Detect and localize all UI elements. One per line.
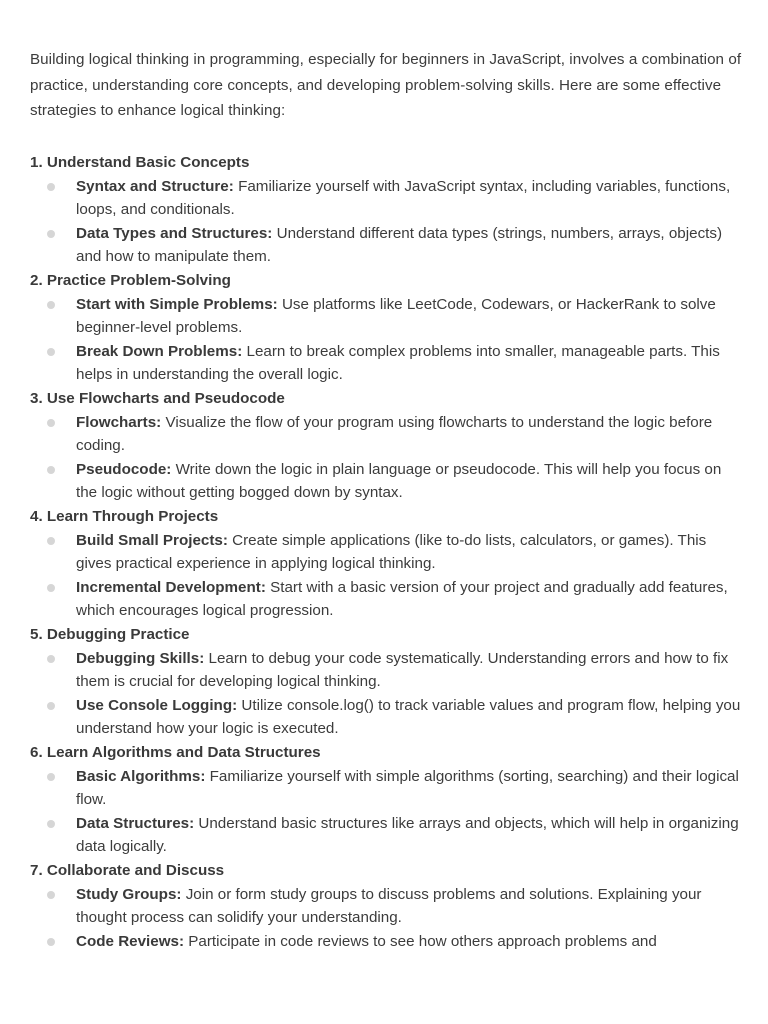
list-item xyxy=(30,411,742,458)
bullet-dot-icon xyxy=(47,938,55,946)
list-item xyxy=(30,340,742,387)
list-item xyxy=(30,293,742,340)
item-text: Understand different data types (strings, numbers, arrays, objects) and how to manipulate them. xyxy=(76,224,723,265)
item-text: Utilize console.log() to track variable values and program flow, helping you understand how your logic is executed. xyxy=(76,696,741,737)
item-title: Code Reviews: xyxy=(76,932,185,950)
strategy-section xyxy=(30,859,742,954)
item-title: Data Structures: xyxy=(76,814,195,832)
bullet-dot-icon xyxy=(47,655,55,663)
list-item xyxy=(30,765,742,812)
list-item xyxy=(30,930,742,954)
item-text: Create simple applications (like to-do lists, calculators, or games). This gives practical experience in applying logical thinking. xyxy=(76,531,707,572)
section-heading: 7. Collaborate and Discuss xyxy=(30,861,225,879)
bullet-list xyxy=(30,529,742,623)
bullet-list xyxy=(30,293,742,387)
bullet-dot-icon xyxy=(47,230,55,238)
bullet-list xyxy=(30,175,742,269)
list-item xyxy=(30,529,742,576)
list-item xyxy=(30,175,742,222)
strategy-section xyxy=(30,623,742,741)
item-text: Write down the logic in plain language or pseudocode. This will help you focus on the logic without getting bogged down by syntax. xyxy=(76,460,722,501)
bullet-dot-icon xyxy=(47,301,55,309)
bullet-dot-icon xyxy=(47,466,55,474)
item-text: Understand basic structures like arrays and objects, which will help in organizing data logically. xyxy=(76,814,739,855)
bullet-dot-icon xyxy=(47,773,55,781)
strategy-section xyxy=(30,269,742,387)
strategy-section xyxy=(30,151,742,269)
list-item xyxy=(30,647,742,694)
list-item xyxy=(30,694,742,741)
item-text: Use platforms like LeetCode, Codewars, or HackerRank to solve beginner-level problems. xyxy=(76,295,716,336)
section-heading: 3. Use Flowcharts and Pseudocode xyxy=(30,389,285,407)
item-title: Basic Algorithms: xyxy=(76,767,206,785)
bullet-dot-icon xyxy=(47,891,55,899)
bullet-dot-icon xyxy=(47,537,55,545)
bullet-dot-icon xyxy=(47,183,55,191)
list-item xyxy=(30,222,742,269)
bullet-list xyxy=(30,411,742,505)
strategy-section xyxy=(30,387,742,505)
bullet-dot-icon xyxy=(47,820,55,828)
bullet-list xyxy=(30,765,742,859)
item-text: Familiarize yourself with JavaScript syntax, including variables, functions, loops, and conditionals. xyxy=(76,177,731,218)
section-heading: 6. Learn Algorithms and Data Structures xyxy=(30,743,321,761)
intro-paragraph: Building logical thinking in programming, especially for beginners in JavaScript, involves a combination of practice, understanding core concepts, and developing problem-solving skills. Here are some effective strategies to enhance logical thinking: xyxy=(30,51,742,119)
section-heading: 5. Debugging Practice xyxy=(30,625,190,643)
item-title: Study Groups: xyxy=(76,885,182,903)
item-text: Learn to debug your code systematically. Understanding errors and how to fix them is crucial for developing logical thinking. xyxy=(76,649,729,690)
item-text: Participate in code reviews to see how others approach problems and xyxy=(188,932,657,950)
item-title: Flowcharts: xyxy=(76,413,162,431)
section-heading: 4. Learn Through Projects xyxy=(30,507,219,525)
bullet-list xyxy=(30,883,742,954)
strategy-sections xyxy=(30,151,742,954)
bullet-dot-icon xyxy=(47,584,55,592)
list-item xyxy=(30,812,742,859)
list-item xyxy=(30,576,742,623)
item-text: Learn to break complex problems into smaller, manageable parts. This helps in understanding the overall logic. xyxy=(76,342,720,383)
section-heading: 1. Understand Basic Concepts xyxy=(30,153,250,171)
item-title: Pseudocode: xyxy=(76,460,172,478)
bullet-dot-icon xyxy=(47,348,55,356)
item-title: Debugging Skills: xyxy=(76,649,205,667)
list-item xyxy=(30,883,742,930)
item-text: Start with a basic version of your project and gradually add features, which encourages logical progression. xyxy=(76,578,728,619)
item-title: Use Console Logging: xyxy=(76,696,238,714)
strategy-section xyxy=(30,741,742,859)
strategy-section xyxy=(30,505,742,623)
item-title: Syntax and Structure: xyxy=(76,177,234,195)
item-title: Build Small Projects: xyxy=(76,531,228,549)
item-title: Start with Simple Problems: xyxy=(76,295,278,313)
item-title: Break Down Problems: xyxy=(76,342,243,360)
chat-response xyxy=(30,47,742,953)
item-text: Join or form study groups to discuss problems and solutions. Explaining your thought process can solidify your understanding. xyxy=(76,885,702,926)
bullet-dot-icon xyxy=(47,702,55,710)
list-item xyxy=(30,458,742,505)
section-heading: 2. Practice Problem-Solving xyxy=(30,271,231,289)
item-title: Incremental Development: xyxy=(76,578,266,596)
bullet-list xyxy=(30,647,742,741)
item-title: Data Types and Structures: xyxy=(76,224,273,242)
item-text: Familiarize yourself with simple algorithms (sorting, searching) and their logical flow. xyxy=(76,767,739,808)
item-text: Visualize the flow of your program using flowcharts to understand the logic before coding. xyxy=(76,413,713,454)
bullet-dot-icon xyxy=(47,419,55,427)
